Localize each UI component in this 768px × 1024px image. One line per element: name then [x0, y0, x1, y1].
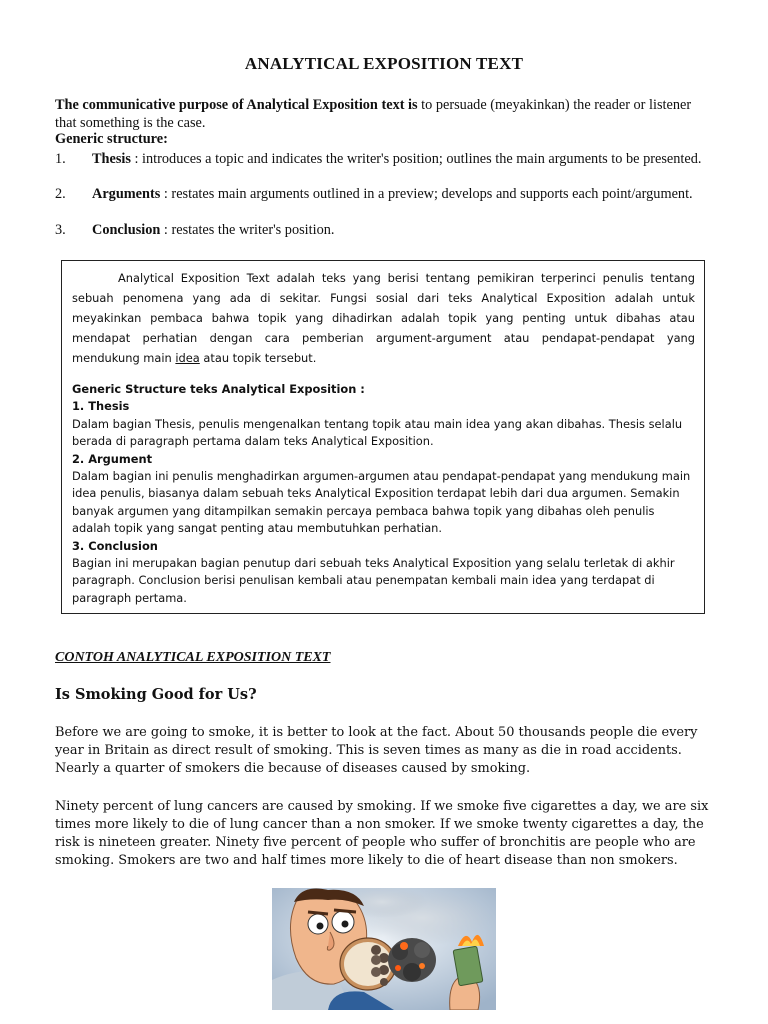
example-heading: CONTOH ANALYTICAL EXPOSITION TEXT [55, 650, 331, 665]
structure-item-thesis [55, 150, 715, 168]
structure-item-desc: : restates main arguments outlined in a preview; develops and supports each point/argument. [160, 186, 693, 202]
box-intro-paragraph [72, 268, 695, 368]
essay-title: Is Smoking Good for Us? [55, 686, 257, 703]
box-structure [72, 381, 695, 607]
page-title: ANALYTICAL EXPOSITION TEXT [244, 54, 524, 73]
communicative-purpose [55, 96, 715, 132]
box-section-heading: 1. Thesis [72, 399, 130, 414]
structure-item-desc: : restates the writer's position. [160, 222, 335, 238]
indonesian-explanation-box [61, 260, 705, 614]
box-section-text: Dalam bagian Thesis, penulis mengenalkan tentang topik atau main idea yang akan dibahas. Thesis selalu berada di paragraph pertama dalam teks Analytical Exposition. [72, 416, 683, 449]
box-section-heading: 2. Argument [72, 451, 153, 466]
underlined-word: idea [175, 351, 200, 365]
box-intro-text: Analytical Exposition Text adalah teks yang berisi tentang pemikiran terperinci penulis tentang sebuah penomena yang ada di sekitar. Fungsi sosial dari teks Analytical Exposition adalah untuk meyakinkan pembaca bahwa topik yang dihadirkan adalah topik yang penting untuk dibahas atau mendapat perhatian dengan cara pemberian argument-argument atau pendapat-pendapat yang mendukung main [72, 271, 695, 365]
structure-item-term: Thesis [92, 151, 131, 167]
purpose-text: to persuade (meyakinkan) the reader or listener that something is the case. [55, 97, 692, 131]
essay-paragraph: Before we are going to smoke, it is better to look at the fact. About 50 thousands people die every year in Britain as direct result of smoking. This is seven times as many as die in road accidents. Nearly a quarter of smokers die because of diseases caused by smoking. [55, 725, 698, 776]
structure-item-conclusion [55, 221, 715, 239]
box-structure-heading: Generic Structure teks Analytical Exposition : [72, 382, 365, 396]
box-section-text: Bagian ini merupakan bagian penutup dari sebuah teks Analytical Exposition yang selalu terletak di akhir paragraph. Conclusion berisi penulisan kembali atau penempatan kembali main idea yang terdapat di paragraph pertama. [72, 556, 675, 605]
structure-item-number: 3. [55, 222, 66, 238]
structure-item-number: 1. [55, 151, 66, 167]
essay-paragraph: Ninety percent of lung cancers are caused by smoking. If we smoke five cigarettes a day, we are six times more likely to die of lung cancer than a non smoker. If we smoke twenty cigarettes a day, the risk is nineteen greater. Ninety five percent of people who suffer of bronchitis are people who are smoking. Smokers are two and half times more likely to die of heart disease than non smokers. [55, 799, 709, 868]
purpose-label: The communicative purpose of Analytical Exposition text is [55, 97, 418, 113]
structure-item-term: Arguments [92, 186, 161, 202]
box-intro-text-end: atau topik tersebut. [199, 351, 317, 365]
structure-item-number: 2. [55, 186, 66, 202]
structure-item-term: Conclusion [92, 222, 161, 238]
structure-item-arguments [55, 185, 715, 203]
generic-structure-label: Generic structure: [55, 131, 168, 147]
smoking-caricature-illustration [272, 888, 496, 1010]
box-section-text: Dalam bagian ini penulis menghadirkan argumen-argumen atau pendapat-pendapat yang mendukung main idea penulis, biasanya dalam sebuah teks Analytical Exposition terdapat lebih dari dua argumen. Semakin banyak argumen yang ditampilkan semakin percaya pembaca bahwa topik yang dibahas oleh penulis adalah topik yang sangat penting atau membutuhkan perhatian. [72, 469, 691, 536]
structure-item-desc: : introduces a topic and indicates the writer's position; outlines the main arguments to be presented. [130, 151, 702, 167]
box-section-heading: 3. Conclusion [72, 538, 158, 553]
